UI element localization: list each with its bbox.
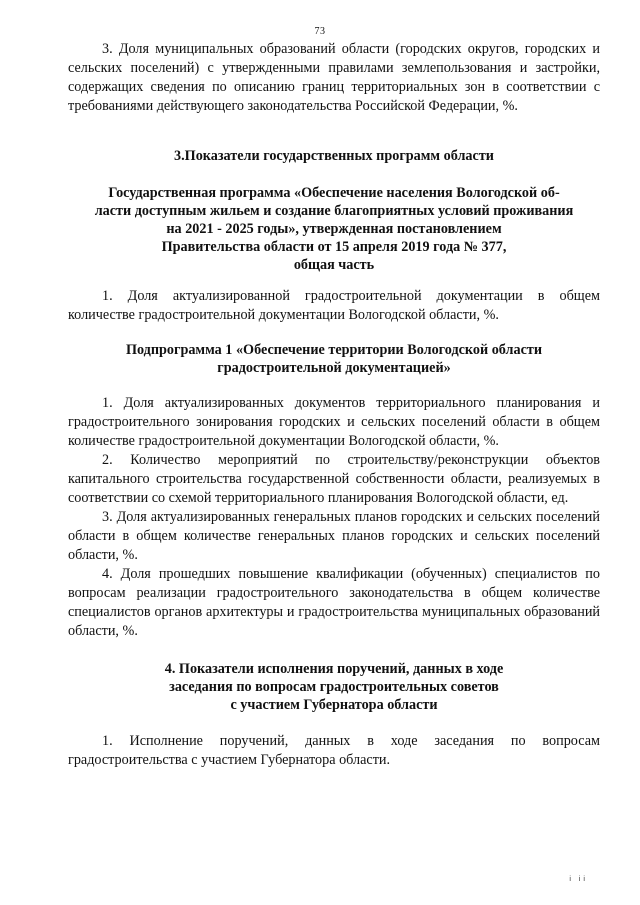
scan-footer-mark: i ii [569,876,588,883]
subprogram-indicator-list [68,394,600,641]
program-heading-line: Государственная программа «Обеспечение населения Вологодской об- [108,185,560,201]
program-heading-line: общая часть [293,257,375,273]
program-heading [68,184,600,274]
page-number: 73 [314,26,326,37]
list-item: 1. Доля актуализированной градостроительной документации в общем количестве градостроительной документации Вологодской области, %. [68,288,600,323]
program-heading-line: ласти доступным жильем и создание благоприятных условий проживания [94,203,574,219]
program-heading-line: Правительства области от 15 апреля 2019 года № 377, [161,239,507,255]
section-4-heading-line: с участием Губернатора области [230,697,438,713]
list-item: 1. Доля актуализированных документов территориального планирования и градостроительного зонирования городских и сельских поселений области в общем количестве градостроительной документации Вологодской области, %. [68,395,600,449]
intro-list-item: 3. Доля муниципальных образований области (городских округов, городских и сельских поселений) с утвержденными правилами землепользования и застройки, содержащих сведения по описанию границ территориальных зон в соответствии с требованиями действующего законодательства Российской Федерации, %. [68,41,600,114]
list-item: 4. Доля прошедших повышение квалификации (обученных) специалистов по вопросам реализации градостроительного законодательства в общем количестве специалистов органов архитектуры и градостроительства муниципальных образований области, %. [68,566,600,639]
section-4-indicator-list [68,732,600,770]
list-item: 1. Исполнение поручений, данных в ходе заседания по вопросам градостроительства с участием Губернатора области. [68,733,600,768]
section-4-heading [68,660,600,714]
subprogram-heading [68,341,600,377]
section-4-heading-line: заседания по вопросам градостроительных советов [169,679,499,695]
program-indicator-list [68,287,600,325]
list-item: 3. Доля актуализированных генеральных планов городских и сельских поселений области в общем количестве генеральных планов городских и сельских поселений области, %. [68,509,600,563]
list-item: 2. Количество мероприятий по строительству/реконструкции объектов капитального строительства государственной собственности области, реализуемых в соответствии со схемой территориального планирования Вологодской области, ед. [68,452,600,506]
subprogram-heading-line: Подпрограмма 1 «Обеспечение территории Вологодской области [125,342,543,358]
program-heading-line: на 2021 - 2025 годы», утвержденная постановлением [166,221,502,237]
section-4-heading-line: 4. Показатели исполнения поручений, данных в ходе [164,661,504,677]
section-3-heading: 3.Показатели государственных программ области [174,148,494,164]
subprogram-heading-line: градостроительной документацией» [217,360,451,376]
